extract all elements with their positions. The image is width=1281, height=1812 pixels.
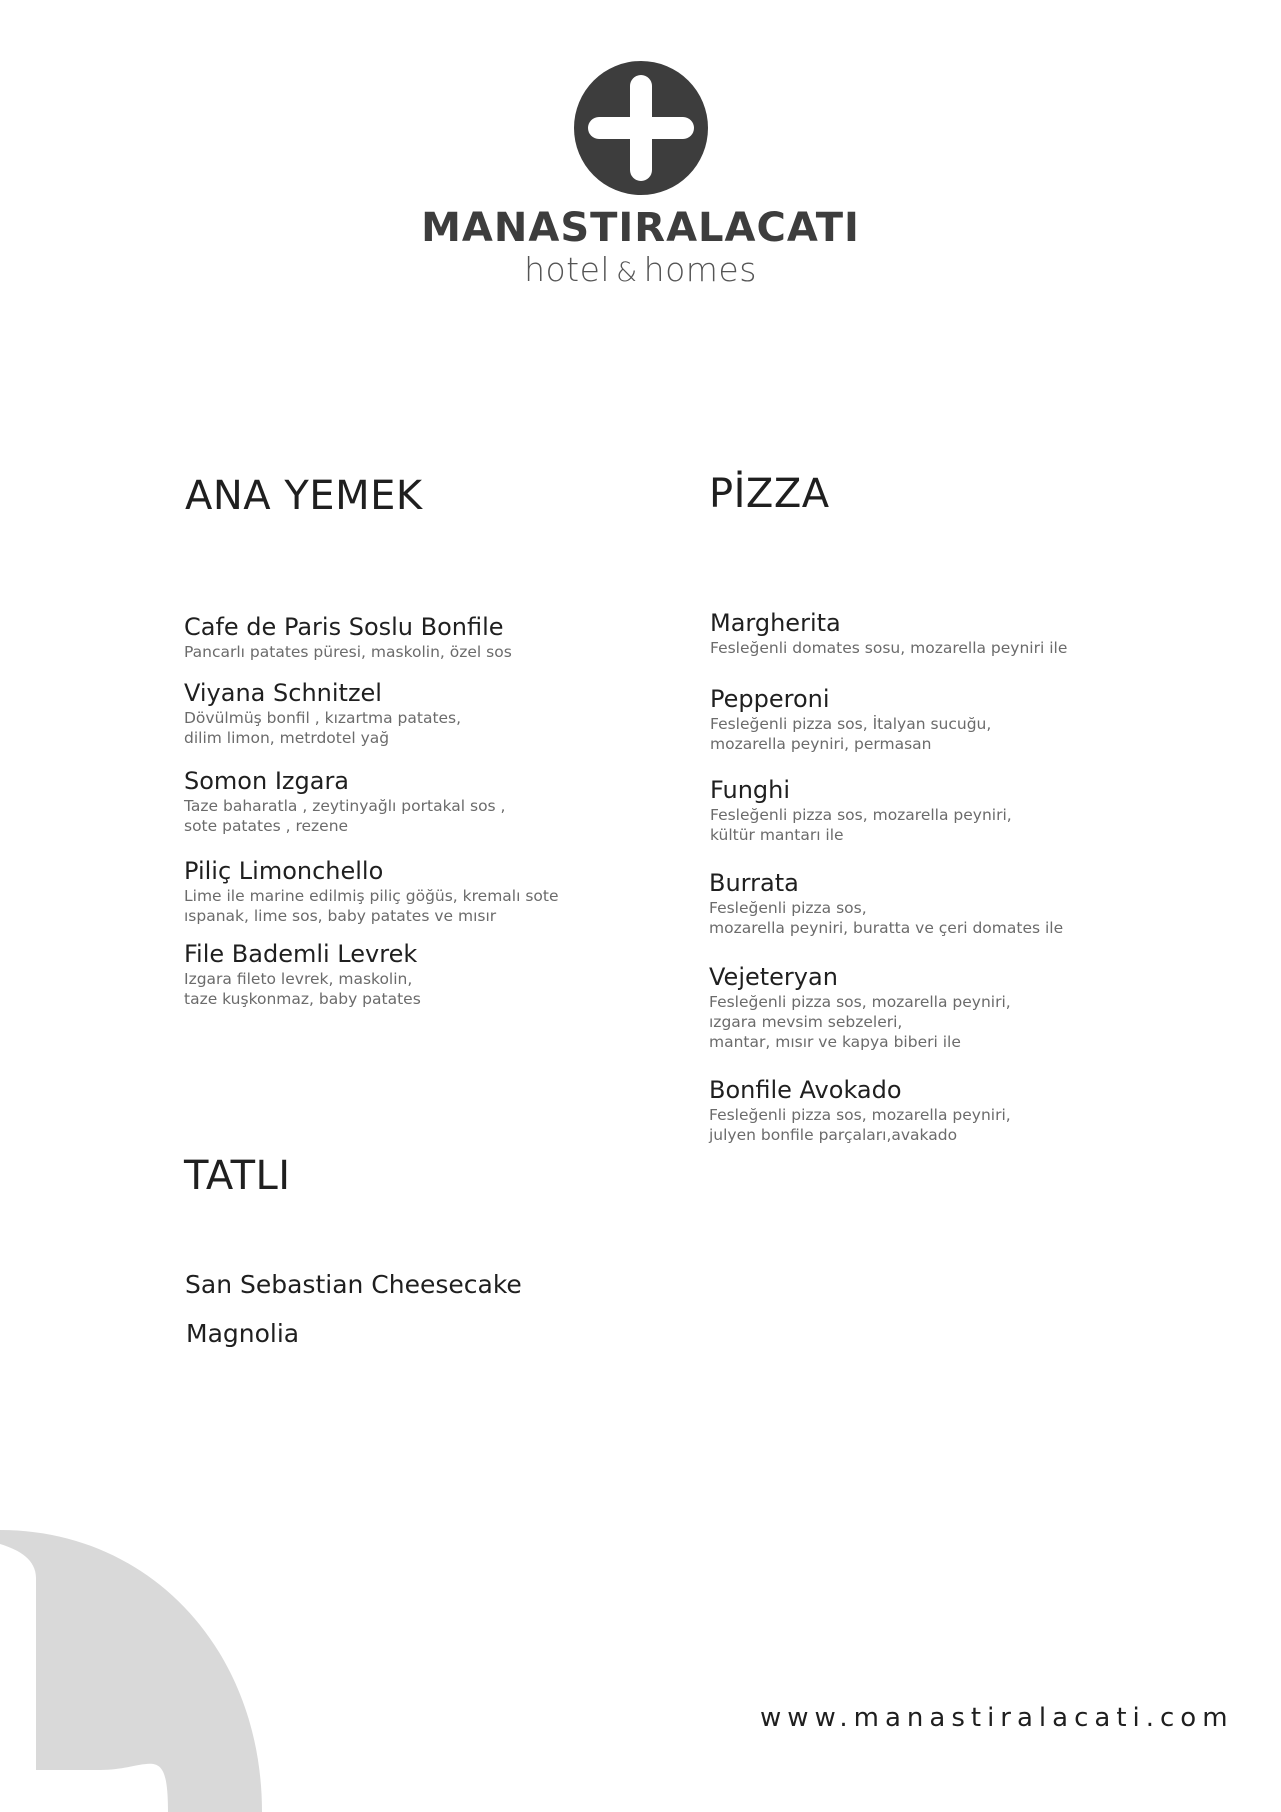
brand-sub-amp: & — [616, 257, 638, 288]
item-desc: Fesleğenli pizza sos, İtalyan sucuğu, mozarella peyniri, permasan — [710, 715, 992, 753]
item-name: Piliç Limonchello — [184, 857, 384, 885]
item-name: Funghi — [710, 776, 791, 804]
item-name: File Bademli Levrek — [184, 940, 418, 968]
item-name: Burrata — [709, 869, 799, 897]
item-desc: Fesleğenli pizza sos, mozarella peyniri, ızgara mevsim sebzeleri, mantar, mısır ve kapya biberi ile — [709, 993, 1011, 1051]
menu-item — [709, 868, 1063, 938]
section-title-pizza: PİZZA — [709, 471, 830, 517]
menu-item — [184, 939, 421, 1009]
item-desc: Fesleğenli pizza sos, mozarella peyniri, buratta ve çeri domates ile — [709, 899, 1064, 937]
brand-name: MANASTIRALACATI — [421, 205, 860, 251]
menu-item — [709, 1075, 1011, 1145]
item-name: Vejeteryan — [709, 963, 838, 991]
item-name: Somon Izgara — [184, 767, 350, 795]
item-desc: Taze baharatla , zeytinyağlı portakal sos , sote patates , rezene — [184, 797, 506, 835]
item-desc: Lime ile marine edilmiş piliç göğüs, kremalı sote ıspanak, lime sos, baby patates ve mısır — [184, 887, 559, 925]
decorative-corner-shape — [0, 1530, 270, 1812]
menu-item — [184, 678, 461, 748]
item-name: Margherita — [710, 609, 841, 637]
website-link[interactable]: www.manastiralacati.com — [760, 1703, 1234, 1733]
menu-item — [184, 612, 512, 662]
item-desc: Dövülmüş bonfil , kızartma patates, dilim limon, metrdotel yağ — [184, 709, 462, 747]
item-desc: Izgara fileto levrek, maskolin, taze kuşkonmaz, baby patates — [184, 970, 421, 1008]
item-name: Viyana Schnitzel — [184, 679, 382, 707]
menu-item — [710, 684, 991, 754]
brand-sub-hotel: hotel — [524, 250, 611, 289]
menu-item — [709, 962, 1011, 1052]
item-name: Bonfile Avokado — [709, 1076, 902, 1104]
menu-item — [710, 775, 1012, 845]
dessert-item: Magnolia — [186, 1319, 300, 1348]
menu-item — [184, 766, 506, 836]
item-name: Cafe de Paris Soslu Bonfile — [184, 613, 504, 641]
item-desc: Fesleğenli pizza sos, mozarella peyniri, kültür mantarı ile — [710, 806, 1012, 844]
item-desc: Pancarlı patates püresi, maskolin, özel sos — [184, 643, 512, 661]
dessert-item: San Sebastian Cheesecake — [185, 1270, 522, 1299]
item-desc: Fesleğenli domates sosu, mozarella peyniri ile — [710, 639, 1068, 657]
section-title-tatli: TATLI — [184, 1153, 291, 1199]
menu-item — [710, 608, 1067, 658]
brand-subtitle — [0, 250, 1281, 289]
item-desc: Fesleğenli pizza sos, mozarella peyniri, julyen bonfile parçaları,avakado — [709, 1106, 1011, 1144]
brand-sub-homes: homes — [643, 250, 757, 289]
item-name: Pepperoni — [710, 685, 830, 713]
section-title-ana-yemek: ANA YEMEK — [185, 473, 423, 519]
cross-circle-icon — [574, 61, 708, 195]
menu-item — [184, 856, 559, 926]
